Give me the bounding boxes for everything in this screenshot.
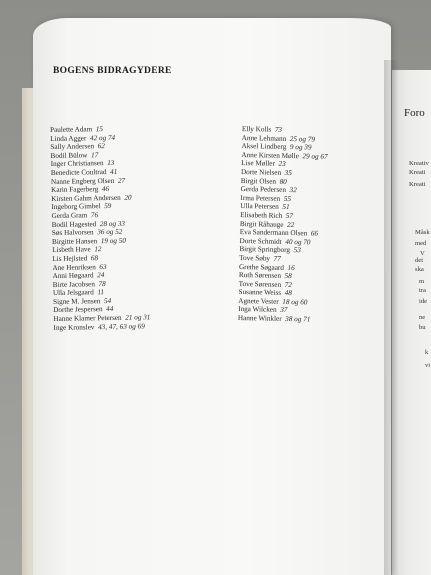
contributor-name: Bodil Hagested — [51, 219, 97, 229]
contributor-pages: 57 — [285, 211, 294, 221]
contributor-name: Irma Petersen — [240, 193, 281, 203]
contributor-entry — [238, 314, 324, 324]
contributor-name: Paulette Adam — [50, 125, 93, 134]
contributor-pages: 54 — [103, 296, 112, 305]
contributor-pages: 53 — [293, 246, 301, 255]
contributor-name: Anni Høgaard — [52, 271, 94, 281]
contributor-name: Bodil Bülow — [50, 151, 88, 160]
contributor-name: Ulla Petersen — [240, 202, 279, 212]
contributor-pages: 55 — [283, 194, 292, 203]
contributor-pages: 24 — [97, 271, 105, 280]
contributor-pages: 19 og 50 — [100, 236, 127, 245]
right-page-line: tra — [419, 287, 426, 294]
contributor-name: Gerda Gram — [51, 211, 88, 220]
contributor-name: Lis Hejlsted — [52, 254, 88, 263]
contributor-pages: 44 — [106, 305, 114, 314]
right-page-line: V — [420, 250, 425, 257]
contributor-name: Lisbeth Have — [52, 245, 91, 255]
contributor-name: Benedicte Coultrad — [50, 167, 107, 177]
contributor-pages: 38 og 71 — [285, 315, 311, 324]
contributor-name: Birgit Olsen — [240, 176, 277, 186]
contributor-name: Karin Fagerberg — [51, 185, 99, 195]
book-gutter-shadow — [384, 60, 398, 575]
right-page-line: med — [415, 240, 427, 247]
contributor-name: Susanne Weiss — [238, 288, 282, 298]
contributors-right-column — [238, 125, 328, 324]
contributor-name: Søs Halvorsen — [51, 228, 94, 238]
contributor-pages: 48 — [284, 289, 292, 298]
contributor-name: Inger Christiansen — [50, 159, 104, 169]
contributor-pages: 42 og 74 — [89, 133, 116, 142]
contributor-name: Dorthe Jespersen — [53, 305, 103, 315]
contributor-name: Birgitte Hansen — [51, 236, 98, 246]
contributor-name: Ane Henriksen — [52, 262, 96, 272]
contributor-name: Ruth Sørensen — [238, 271, 282, 280]
contributor-name: Birgit Springborg — [239, 245, 291, 255]
contributor-pages: 32 — [289, 186, 297, 195]
contributor-pages: 25 og 79 — [289, 134, 316, 144]
contributor-name: Elly Kolls — [241, 125, 272, 134]
contributor-pages: 76 — [90, 211, 99, 220]
contributor-name: Birgit Råhauge — [239, 219, 284, 229]
contributor-pages: 40 og 70 — [285, 237, 311, 247]
right-page-line: Kreativ — [409, 160, 429, 167]
right-page-line: k — [425, 349, 429, 356]
contributor-name: Ingeborg Gimbel — [51, 202, 101, 212]
contributor-pages: 21 og 31 — [125, 313, 151, 322]
contributor-pages: 15 — [95, 125, 104, 134]
contributors-left-column — [50, 124, 151, 332]
contributor-entry — [53, 322, 150, 332]
contributor-pages: 16 — [287, 263, 295, 272]
contributor-pages: 9 og 39 — [289, 143, 312, 152]
contributor-name: Gerda Pedersen — [240, 185, 287, 195]
right-page-line: ska — [415, 266, 424, 273]
right-page-heading: Foro — [404, 107, 425, 119]
contributor-pages: 37 — [280, 306, 288, 315]
contributor-name: Birte Jacobsen — [52, 279, 95, 289]
contributor-name: Lise Møller — [241, 159, 276, 169]
right-page-line: bu — [419, 324, 426, 331]
right-page-line: vi — [425, 362, 431, 369]
contributor-name: Aksel Lindberg — [241, 142, 287, 152]
contributor-name: Eva Sandermann Olsen — [239, 228, 308, 238]
contributor-pages: 78 — [98, 279, 106, 288]
contributor-name: Ulla Jelsgaard — [52, 288, 94, 298]
contributor-name: Anne Lehmann — [241, 133, 287, 143]
contributor-pages: 66 — [310, 229, 319, 238]
contributor-name: Grethe Søgaard — [238, 262, 285, 272]
contributor-pages: 23 — [278, 160, 286, 169]
contributor-pages: 51 — [282, 203, 290, 212]
contributor-name: Hanne Winkler — [237, 314, 282, 323]
contributor-pages: 41 — [110, 167, 118, 176]
contributor-pages: 18 og 60 — [282, 297, 308, 307]
contributor-pages: 12 — [94, 245, 102, 254]
contributor-name: Tove Søby — [239, 253, 271, 263]
contributor-pages: 22 — [287, 220, 295, 229]
contributor-pages: 35 — [284, 168, 292, 178]
page-title: BOGENS BIDRAGYDERE — [53, 66, 172, 76]
contributor-pages: 29 og 67 — [302, 152, 328, 161]
contributor-name: Sally Andersen — [50, 142, 95, 152]
contributor-pages: 80 — [279, 177, 287, 186]
contributor-pages: 58 — [284, 272, 292, 281]
contributor-name: Hanne Klamer Petersen — [53, 313, 122, 324]
contributor-pages: 11 — [97, 288, 105, 297]
contributor-name: Elisabeth Rich — [240, 210, 283, 220]
contributor-name: Kirsten Gahm Andersen — [51, 193, 121, 203]
contributor-name: Dorte Schmidt — [239, 236, 282, 246]
contributor-pages: 27 — [117, 176, 126, 185]
contributor-name: Anne Kirsten Mølle — [241, 150, 299, 160]
contributor-pages: 73 — [274, 125, 283, 134]
contributor-pages: 72 — [284, 280, 292, 289]
contributor-pages: 46 — [101, 185, 110, 194]
contributor-pages: 20 — [124, 193, 132, 202]
right-page-line: m — [419, 278, 425, 285]
contributor-pages: 77 — [273, 254, 281, 263]
right-page-line: det — [415, 257, 424, 264]
contributor-pages: 62 — [97, 142, 105, 151]
contributor-pages: 59 — [104, 202, 112, 211]
contributor-name: Agnete Vester — [238, 296, 279, 306]
contributor-name: Nanne Engberg Olsen — [50, 176, 115, 186]
contributor-pages: 17 — [90, 150, 99, 160]
contributor-pages: 13 — [107, 159, 115, 168]
contributor-pages: 43, 47, 63 og 69 — [97, 322, 145, 331]
contributor-pages: 36 og 52 — [97, 227, 123, 237]
contributor-name: Dorte Nielsen — [240, 167, 282, 177]
right-page-line: Kreati — [409, 169, 426, 176]
contributor-pages: 28 og 33 — [99, 219, 126, 228]
right-page-line: ide — [419, 298, 428, 305]
contributor-name: Inga Wilcken — [238, 305, 277, 315]
contributor-pages: 63 — [99, 262, 107, 271]
right-page-line: Kreati — [409, 181, 426, 188]
contributor-pages: 68 — [90, 254, 99, 263]
contributor-name: Tove Sørensen — [238, 279, 282, 289]
right-page-line: ne — [419, 314, 426, 321]
contributor-name: Signe M. Jensen — [52, 297, 101, 306]
contributor-name: Inge Kronslev — [53, 322, 95, 332]
right-page-line: Måsk — [415, 229, 430, 236]
contributor-name: Linda Agger — [50, 133, 87, 143]
